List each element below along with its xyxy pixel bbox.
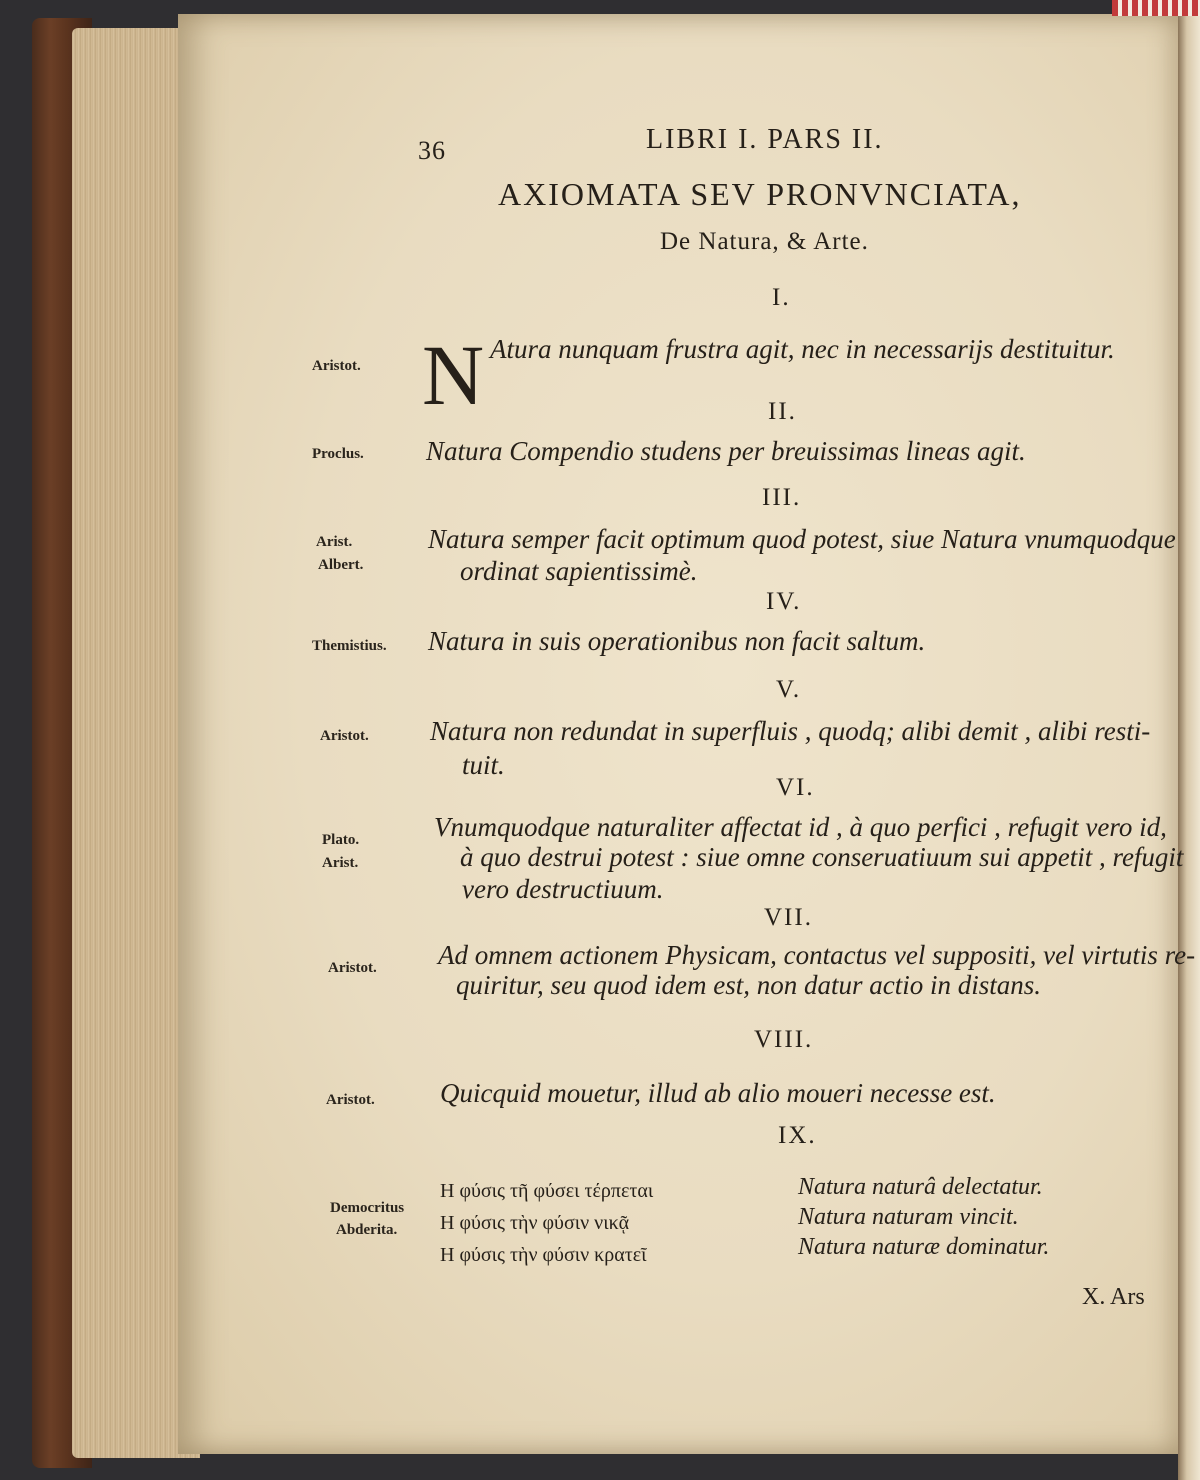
axiom-text-line: Vnumquodque naturaliter affectat id , à quo perfici , refugit vero id,	[434, 812, 1167, 842]
margin-note: Albert.	[318, 557, 364, 573]
latin-line: Natura naturâ delectatur.	[798, 1174, 1043, 1200]
margin-note: Democritus	[330, 1200, 405, 1216]
axiom-numeral-8: VIII.	[754, 1026, 814, 1053]
axiom-text-line: Atura nunquam frustra agit, nec in necessarijs destituitur.	[490, 334, 1115, 364]
ribbon-marker	[1112, 0, 1200, 16]
facing-page-edge	[1178, 0, 1200, 1480]
margin-note: Abderita.	[336, 1222, 398, 1238]
margin-note: Proclus.	[312, 446, 364, 462]
axiom-numeral-6: VI.	[776, 774, 815, 801]
margin-note: Aristot.	[312, 358, 361, 374]
margin-note: Aristot.	[326, 1092, 375, 1108]
axiom-numeral-7: VII.	[764, 904, 813, 931]
axiom-text-line: Natura non redundat in superfluis , quodq; alibi demit , alibi resti-	[430, 716, 1151, 746]
page-number: 36	[418, 136, 446, 165]
margin-note: Plato.	[322, 832, 360, 848]
axiom-text-line: vero destructiuum.	[462, 874, 664, 904]
axiom-numeral-1: I.	[772, 284, 791, 311]
axiom-text-line: tuit.	[462, 750, 505, 780]
greek-line: Η φύσις τὴν φύσιν νικᾷ	[440, 1212, 630, 1234]
axiom-numeral-2: II.	[768, 398, 797, 425]
axiom-numeral-9: IX.	[778, 1122, 817, 1149]
axiom-text-line: Natura Compendio studens per breuissimas lineas agit.	[426, 436, 1026, 466]
section-title: AXIOMATA SEV PRONVNCIATA,	[498, 176, 1022, 212]
greek-line: Η φύσις τῆ φύσει τέρπεται	[440, 1180, 654, 1202]
axiom-text-line: ordinat sapientissimè.	[460, 556, 698, 586]
running-title: LIBRI I. PARS II.	[646, 124, 884, 155]
axiom-text-line: Natura in suis operationibus non facit saltum.	[428, 626, 926, 656]
greek-line: Η φύσις τὴν φύσιν κρατεῖ	[440, 1244, 647, 1266]
axiom-text-line: Natura semper facit optimum quod potest, siue Natura vnumquodque	[428, 524, 1176, 554]
margin-note: Themistius.	[312, 638, 387, 654]
margin-note: Aristot.	[328, 960, 377, 976]
section-subtitle: De Natura, & Arte.	[660, 228, 869, 255]
axiom-text-line: Quicquid mouetur, illud ab alio moueri necesse est.	[440, 1078, 996, 1108]
latin-line: Natura naturam vincit.	[798, 1204, 1019, 1230]
axiom-numeral-5: V.	[776, 676, 802, 703]
drop-cap: N	[422, 327, 485, 423]
margin-note: Arist.	[322, 855, 359, 871]
latin-line: Natura naturæ dominatur.	[798, 1234, 1050, 1260]
catchword: X. Ars	[1082, 1284, 1145, 1310]
axiom-numeral-4: IV.	[766, 588, 802, 615]
axiom-text-line: quiritur, seu quod idem est, non datur actio in distans.	[456, 970, 1042, 1000]
axiom-text-line: à quo destrui potest : siue omne conseruatiuum sui appetit , refugit	[460, 842, 1184, 872]
axiom-numeral-3: III.	[762, 484, 802, 511]
axiom-text-line: Ad omnem actionem Physicam, contactus vel suppositi, vel virtutis re-	[438, 940, 1196, 970]
margin-note: Aristot.	[320, 728, 369, 744]
margin-note: Arist.	[316, 534, 353, 550]
